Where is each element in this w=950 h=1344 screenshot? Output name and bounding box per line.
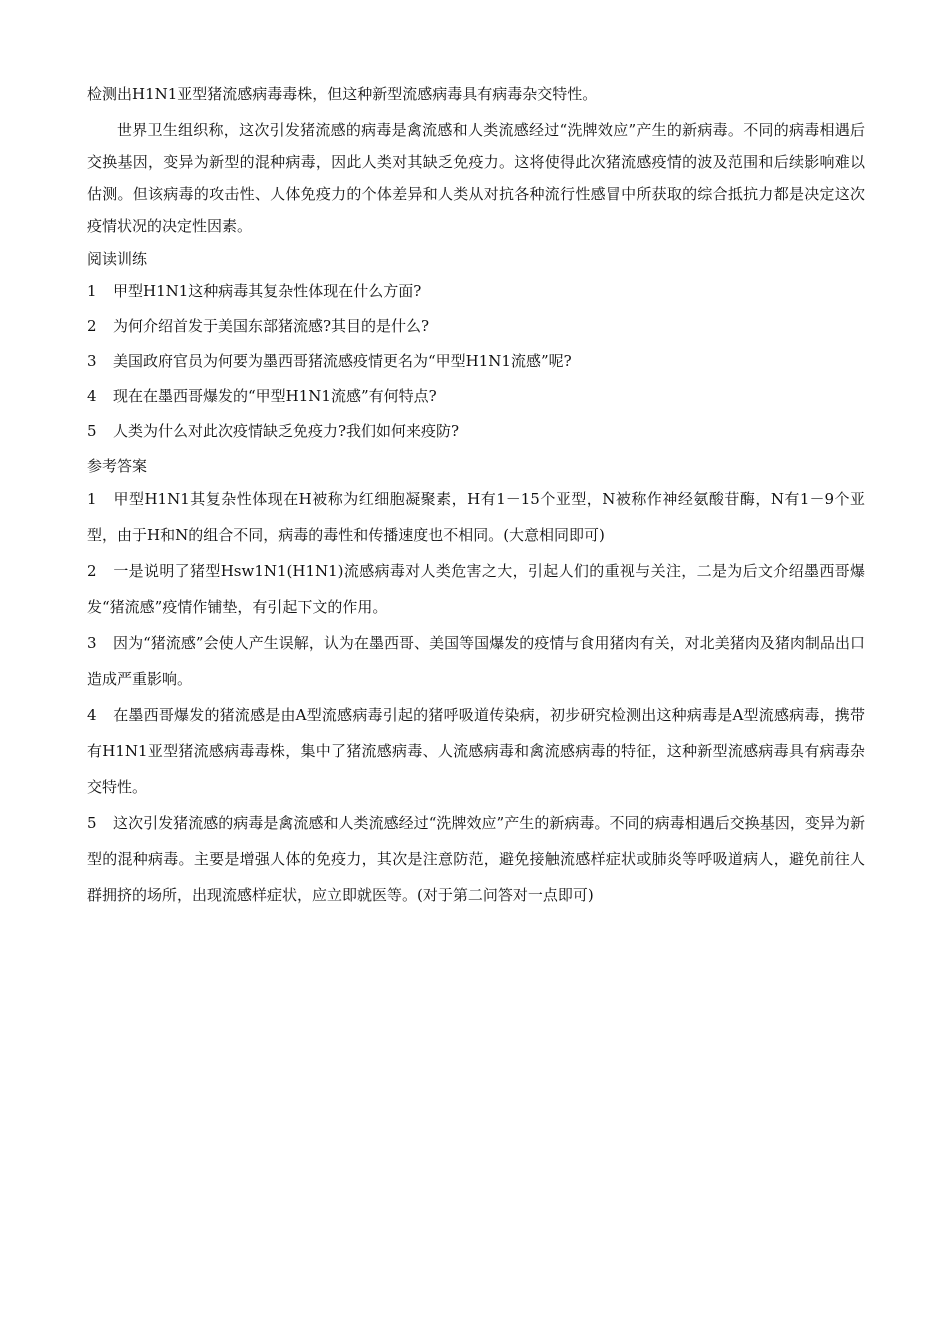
answer-text: 在墨西哥爆发的猪流感是由A型流感病毒引起的猪呼吸道传染病，初步研究检测出这种病毒是A型流感病毒，携带有H1N1亚型猪流感病毒毒株，集中了猪流感病毒、人流感病毒和禽流感病毒的特征，这种新型流感病毒具有病毒杂交特性。 [87, 706, 865, 796]
question-text: 甲型H1N1这种病毒其复杂性体现在什么方面? [113, 282, 422, 300]
answer-item [87, 481, 865, 553]
question-number: 1 [87, 282, 97, 300]
answer-text: 这次引发猪流感的病毒是禽流感和人类流感经过“洗牌效应”产生的新病毒。不同的病毒相遇后交换基因，变异为新型的混种病毒。主要是增强人体的免疫力，其次是注意防范，避免接触流感样症状或肺炎等呼吸道病人，避免前往人群拥挤的场所，出现流感样症状，应立即就医等。(对于第二问答对一点即可) [87, 814, 865, 904]
answer-number: 1 [87, 490, 97, 508]
answer-list [87, 481, 865, 913]
intro-line: 检测出H1N1亚型猪流感病毒毒株，但这种新型流感病毒具有病毒杂交特性。 [87, 85, 598, 103]
question-list [87, 274, 865, 449]
document-page [87, 78, 865, 913]
answer-number: 5 [87, 814, 97, 832]
question-item [87, 344, 865, 379]
answers-heading: 参考答案 [87, 457, 148, 475]
question-number: 3 [87, 352, 97, 370]
question-number: 2 [87, 317, 97, 335]
intro-paragraph: 世界卫生组织称，这次引发猪流感的病毒是禽流感和人类流感经过“洗牌效应”产生的新病毒。不同的病毒相遇后交换基因，变异为新型的混种病毒，因此人类对其缺乏免疫力。这将使得此次猪流感疫情的波及范围和后续影响难以估测。但该病毒的攻击性、人体免疫力的个体差异和人类从对抗各种流行性感冒中所获取的综合抵抗力都是决定这次疫情状况的决定性因素。 [87, 121, 865, 235]
question-text: 为何介绍首发于美国东部猪流感?其目的是什么? [113, 317, 430, 335]
answer-text: 甲型H1N1其复杂性体现在H被称为红细胞凝聚素，H有1－15个亚型，N被称作神经氨酸苷酶，N有1－9个亚型，由于H和N的组合不同，病毒的毒性和传播速度也不相同。(大意相同即可) [87, 490, 865, 544]
question-item [87, 274, 865, 309]
question-number: 4 [87, 387, 97, 405]
question-number: 5 [87, 422, 97, 440]
answer-item [87, 553, 865, 625]
answer-text: 一是说明了猪型Hsw1N1(H1N1)流感病毒对人类危害之大，引起人们的重视与关注，二是为后文介绍墨西哥爆发“猪流感”疫情作铺垫，有引起下文的作用。 [87, 562, 865, 616]
answer-number: 2 [87, 562, 97, 580]
question-text: 现在在墨西哥爆发的“甲型H1N1流感”有何特点? [113, 387, 437, 405]
question-item [87, 414, 865, 449]
answer-text: 因为“猪流感”会使人产生误解，认为在墨西哥、美国等国爆发的疫情与食用猪肉有关，对北美猪肉及猪肉制品出口造成严重影响。 [87, 634, 865, 688]
answer-item [87, 805, 865, 913]
answer-item [87, 697, 865, 805]
answer-number: 3 [87, 634, 97, 652]
answer-item [87, 625, 865, 697]
answer-number: 4 [87, 706, 97, 724]
reading-heading: 阅读训练 [87, 250, 148, 268]
question-text: 美国政府官员为何要为墨西哥猪流感疫情更名为“甲型H1N1流感”呢? [113, 352, 572, 370]
question-item [87, 379, 865, 414]
question-text: 人类为什么对此次疫情缺乏免疫力?我们如何来疫防? [113, 422, 460, 440]
question-item [87, 309, 865, 344]
